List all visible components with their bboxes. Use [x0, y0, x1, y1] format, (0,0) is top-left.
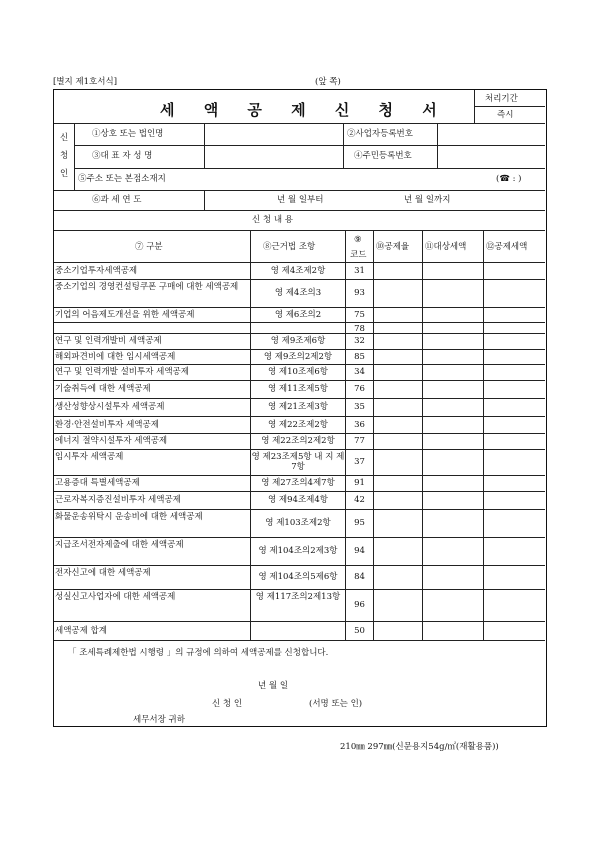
- row-category: 화물운송위탁시 운송비에 대한 세액공제: [55, 512, 203, 522]
- row-divider: [54, 475, 545, 476]
- row-law: 영 제21조제3항: [268, 402, 328, 412]
- row-code: 34: [354, 367, 365, 377]
- row-divider: [54, 322, 545, 323]
- section-title: 신 청 내 용: [252, 215, 293, 225]
- row-code: 94: [354, 546, 365, 556]
- row-law: 영 제4조제2항: [270, 265, 326, 276]
- col-code: 코드: [350, 250, 367, 260]
- row-law: 영 제11조제5항: [268, 384, 328, 394]
- sign-date: 년 월 일: [258, 681, 289, 691]
- row-divider: [54, 433, 545, 434]
- row-law: 영 제4조의3: [274, 288, 322, 298]
- row-code: 78: [354, 324, 365, 334]
- applicant-side-3: 인: [60, 169, 69, 179]
- row-divider: [54, 621, 545, 622]
- form-title: 세 액 공 제 신 청 서: [160, 101, 449, 119]
- row-law: 영 제27조의4제7항: [261, 478, 335, 488]
- row-law: 영 제104조의2제3항: [258, 546, 338, 556]
- tax-year-from: 년 월 일부터: [277, 195, 324, 205]
- applicant-sign-label: 신 청 인: [212, 699, 243, 709]
- row-category: 세액공제 합계: [55, 625, 107, 636]
- row-law: 영 제22조제2항: [268, 419, 328, 430]
- phone-label: (☎ : ): [496, 174, 522, 184]
- row-code: 42: [354, 495, 365, 505]
- row-law: 영 제23조제5항 내 지 제7항: [251, 452, 345, 472]
- row-category: 성실신고사업자에 대한 세액공제: [55, 592, 176, 602]
- row-code: 84: [354, 572, 365, 582]
- row-category: 중소기업의 경영컨설팅쿠폰 구매에 대한 세액공제: [55, 282, 239, 292]
- col-target-tax: ⑪대상세액: [425, 242, 467, 252]
- row-divider: [54, 349, 545, 350]
- signature-placeholder: (서명 또는 인): [309, 699, 363, 709]
- row-code: 37: [354, 457, 365, 467]
- row-code: 50: [354, 625, 365, 636]
- row-divider: [54, 307, 545, 308]
- row-code: 91: [354, 478, 365, 488]
- row-category: 근로자복지증진설비투자 세액공제: [55, 495, 181, 505]
- row-law: 영 제6조의2: [274, 309, 322, 320]
- applicant-side-1: 신: [60, 133, 69, 143]
- row-divider: [54, 333, 545, 334]
- row-divider: [54, 416, 545, 417]
- row-divider: [54, 640, 545, 641]
- row-code: 36: [354, 419, 365, 430]
- row-category: 기업의 어음제도개선을 위한 세액공제: [55, 309, 195, 320]
- tax-year-label: ⑥과 세 연 도: [92, 195, 142, 205]
- col-category: ⑦ 구분: [135, 242, 163, 252]
- row-code: 96: [354, 600, 365, 610]
- row-category: 해외파견비에 대한 임시세액공제: [55, 351, 176, 362]
- row-category: 기술취득에 대한 세액공제: [55, 384, 151, 394]
- row-law: 영 제94조제4항: [268, 495, 328, 505]
- row-law: 영 제103조제2항: [265, 518, 331, 528]
- row-law: 영 제9조제6항: [270, 336, 326, 346]
- row-divider: [54, 398, 545, 399]
- recipient: 세무서장 귀하: [133, 715, 185, 725]
- row-law: 영 제104조의5제6항: [258, 572, 338, 582]
- row-category: 지급조서전자제출에 대한 세액공제: [55, 540, 184, 550]
- row-category: 환경·안전설비투자 세액공제: [55, 419, 159, 430]
- paper-spec: 210㎜ 297㎜(신문용지54g/㎡(재활용품)): [340, 742, 499, 752]
- row-code: 85: [354, 351, 365, 362]
- applicant-side-2: 청: [60, 151, 69, 161]
- row-category: 전자신고에 대한 세액공제: [55, 568, 151, 578]
- row-category: 임시투자 세액공제: [55, 452, 124, 462]
- row-category: 중소기업투자세액공제: [55, 265, 138, 276]
- col-law: ⑧근거법 조항: [263, 242, 316, 252]
- row-law: 영 제10조제6항: [268, 367, 328, 377]
- representative-label: ③대 표 자 성 명: [92, 151, 153, 161]
- row-category: 에너지 절약시설투자 세액공제: [55, 436, 168, 446]
- tax-year-to: 년 월 일까지: [404, 195, 451, 205]
- col-rate: ⑩공제율: [376, 242, 410, 252]
- row-divider: [54, 509, 545, 510]
- row-divider: [54, 364, 545, 365]
- row-law: 영 제22조의2제2항: [261, 436, 335, 446]
- row-code: 77: [354, 436, 365, 446]
- row-divider: [54, 491, 545, 492]
- col-credit-tax: ⑫공제세액: [486, 242, 528, 252]
- company-name-label: ①상호 또는 법인명: [92, 129, 164, 139]
- row-category: 생산성향상시설투자 세액공제: [55, 402, 165, 412]
- processing-period-label: 처리기간: [485, 94, 518, 104]
- row-law: 영 제117조의2제13항: [255, 592, 341, 602]
- form-id: [별지 제1호서식]: [53, 77, 118, 87]
- address-label: ⑤주소 또는 본점소재지: [78, 174, 166, 184]
- statement: 「 조세특례제한법 시행령 」의 규정에 의하여 세액공제를 신청합니다.: [68, 648, 329, 658]
- col-code-num: ⑨: [354, 235, 362, 245]
- processing-period-value: 즉시: [497, 110, 514, 120]
- row-code: 31: [354, 265, 365, 276]
- row-code: 35: [354, 402, 365, 412]
- row-code: 95: [354, 518, 365, 528]
- side-label: (앞 쪽): [315, 77, 341, 87]
- row-category: 연구 및 인력개발비 세액공제: [55, 336, 162, 346]
- resident-no-label: ④주민등록번호: [354, 151, 412, 161]
- row-category: 연구 및 인력개발 설비투자 세액공제: [55, 367, 189, 377]
- row-divider: [54, 279, 545, 280]
- row-divider: [54, 380, 545, 381]
- row-divider: [54, 449, 545, 450]
- row-code: 76: [354, 384, 365, 394]
- row-divider: [54, 565, 545, 566]
- row-divider: [54, 537, 545, 538]
- row-code: 93: [354, 288, 365, 298]
- row-law: 영 제9조의2제2항: [263, 351, 333, 362]
- biz-reg-no-label: ②사업자등록번호: [347, 129, 413, 139]
- row-category: 고용증대 특별세액공제: [55, 478, 140, 488]
- row-code: 32: [354, 336, 365, 346]
- row-divider: [54, 589, 545, 590]
- row-code: 75: [354, 309, 365, 320]
